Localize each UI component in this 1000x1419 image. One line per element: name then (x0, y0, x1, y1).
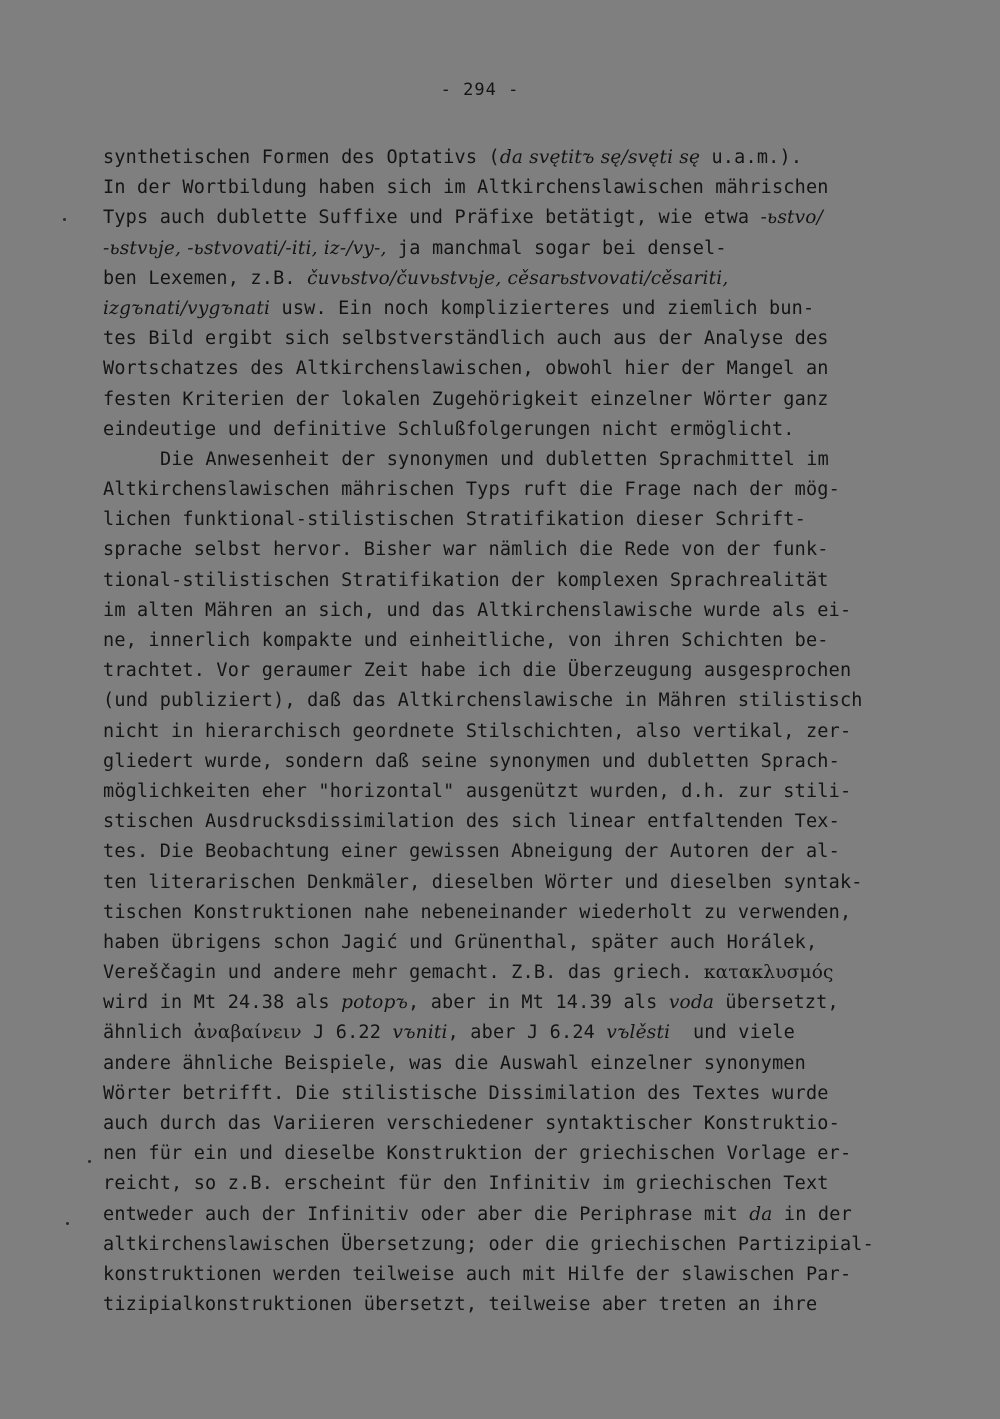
greek-term: κατακλυσμός (703, 962, 834, 984)
text-line (103, 1018, 963, 1048)
text-segment: haben übrigens schon Jagić und Grünenthal, später auch Horálek, (103, 931, 818, 953)
text-line (103, 1139, 963, 1169)
italic-term: vъniti (392, 1022, 448, 1044)
text-segment: trachtet. Vor geraumer Zeit habe ich die Überzeugung ausgesprochen (103, 660, 852, 682)
text-line (103, 264, 963, 294)
text-line (103, 143, 963, 173)
text-line (103, 445, 963, 475)
text-line (103, 898, 963, 928)
text-segment: ben Lexemen, z.B. (103, 267, 308, 289)
text-line (103, 1109, 963, 1139)
text-segment: wird in Mt 24.38 als (103, 992, 342, 1014)
greek-term: ἀναβαίνειν (193, 1022, 302, 1044)
text-segment: Wortschatzes des Altkirchenslawischen, obwohl hier der Mangel an (103, 358, 829, 380)
text-line (103, 626, 963, 656)
text-line (103, 1200, 963, 1230)
text-segment: Vereščagin und andere mehr gemacht. Z.B. das griech. (103, 962, 704, 984)
text-line (103, 777, 963, 807)
text-line (103, 837, 963, 867)
text-line (103, 535, 963, 565)
text-segment: konstruktionen werden teilweise auch mit Hilfe der slawischen Par- (103, 1263, 852, 1285)
text-segment: und viele (670, 1022, 795, 1044)
text-line (103, 988, 963, 1018)
italic-term: potopъ (341, 992, 409, 1014)
text-segment: im alten Mähren an sich, und das Altkirchenslawische wurde als ei- (103, 599, 852, 621)
text-line (103, 958, 963, 988)
text-segment: entweder auch der Infinitiv oder aber die Periphrase mit (103, 1203, 750, 1225)
text-segment: nicht in hierarchisch geordnete Stilschichten, also vertikal, zer- (103, 720, 852, 742)
text-line (103, 1169, 963, 1199)
text-segment: In der Wortbildung haben sich im Altkirchenslawischen mährischen (103, 177, 829, 199)
text-segment: andere ähnliche Beispiele, was die Auswahl einzelner synonymen (103, 1052, 806, 1074)
text-line (103, 928, 963, 958)
italic-term: izgъnati/vygъnati (103, 297, 271, 319)
text-line (103, 415, 963, 445)
text-line (103, 173, 963, 203)
text-line (103, 1290, 963, 1320)
text-line (103, 505, 963, 535)
scan-speck (88, 1160, 91, 1163)
text-line (103, 747, 963, 777)
text-segment: tes. Die Beobachtung einer gewissen Abneigung der Autoren der al- (103, 841, 840, 863)
text-line (103, 324, 963, 354)
text-segment: Typs auch dublette Suffixe und Präfixe betätigt, wie etwa (103, 207, 761, 229)
text-segment: Altkirchenslawischen mährischen Typs ruft die Frage nach der mög- (103, 479, 840, 501)
text-segment: Die Anwesenheit der synonymen und dubletten Sprachmittel im (160, 448, 829, 470)
text-line (103, 203, 963, 233)
text-segment: ten literarischen Denkmäler, dieselben Wörter und dieselben syntak- (103, 871, 863, 893)
text-segment: tizipialkonstruktionen übersetzt, teilweise aber treten an ihre (103, 1294, 818, 1316)
text-segment: (und publiziert), daß das Altkirchenslawische in Mähren stilistisch (103, 690, 863, 712)
text-line (103, 717, 963, 747)
text-segment: nen für ein und dieselbe Konstruktion der griechischen Vorlage er- (103, 1143, 852, 1165)
italic-term: -ьstvьje, -ьstvovati/-iti, iz-/vy-, (103, 237, 387, 259)
text-segment: möglichkeiten eher "horizontal" ausgenützt wurden, d.h. zur stili- (103, 780, 852, 802)
text-segment: u.a.m.). (700, 147, 803, 168)
text-line (103, 294, 963, 324)
text-segment: auch durch das Variieren verschiedener syntaktischer Konstruktio- (103, 1113, 840, 1134)
text-segment: ne, innerlich kompakte und einheitliche, von ihren Schichten be- (103, 630, 829, 651)
text-segment: stischen Ausdrucksdissimilation des sich linear entfaltenden Tex- (103, 811, 840, 833)
text-segment: gliedert wurde, sondern daß seine synonymen und dubletten Sprach- (103, 750, 840, 772)
scan-speck (66, 1222, 69, 1225)
text-segment: eindeutige und definitive Schlußfolgerungen nicht ermöglicht. (103, 418, 795, 440)
italic-term: voda (668, 992, 715, 1014)
text-line (103, 686, 963, 716)
text-line (103, 656, 963, 686)
text-segment: synthetischen Formen des Optativs ( (103, 147, 500, 168)
text-line (103, 596, 963, 626)
text-segment: übersetzt, (714, 992, 839, 1014)
text-line (103, 1230, 963, 1260)
text-segment: usw. Ein noch komplizierteres und ziemlich bun- (270, 297, 815, 319)
text-segment: sprache selbst hervor. Bisher war nämlich die Rede von der funk- (103, 539, 829, 561)
text-line (103, 807, 963, 837)
text-line (103, 1049, 963, 1079)
body-text (103, 143, 963, 1320)
text-line (103, 566, 963, 596)
text-segment: ähnlich (103, 1022, 194, 1044)
text-line (103, 475, 963, 505)
italic-term: -ьstvo/ (760, 207, 824, 229)
italic-term: čuvьstvo/čuvьstvьje, cěsarьstvovati/cěsariti, (307, 267, 729, 289)
text-segment: Wörter betrifft. Die stilistische Dissimilation des Textes wurde (103, 1082, 829, 1104)
text-segment: tes Bild ergibt sich selbstverständlich auch aus der Analyse des (103, 328, 829, 350)
text-line (103, 1260, 963, 1290)
text-segment: tional-stilistischen Stratifikation der komplexen Sprachrealität (103, 569, 829, 591)
text-segment: , aber J 6.24 (447, 1022, 607, 1044)
text-line (103, 354, 963, 384)
italic-term: vъlěsti (606, 1022, 671, 1044)
scan-speck (63, 218, 66, 221)
text-segment: altkirchenslawischen Übersetzung; oder die griechischen Partizipial- (103, 1233, 874, 1255)
text-line (103, 868, 963, 898)
text-segment: , aber in Mt 14.39 als (408, 992, 669, 1014)
text-segment: tischen Konstruktionen nahe nebeneinander wiederholt zu verwenden, (103, 901, 852, 923)
text-line (103, 385, 963, 415)
text-segment: ja manchmal sogar bei densel- (386, 237, 727, 259)
italic-term: da (749, 1203, 773, 1225)
text-segment: in der (772, 1203, 852, 1225)
italic-term: da svętitъ sę/svęti sę (499, 147, 701, 168)
text-line (103, 1079, 963, 1109)
page-number: - 294 - (440, 80, 520, 100)
text-line (103, 234, 963, 264)
text-segment: lichen funktional-stilistischen Stratifikation dieser Schrift- (103, 509, 806, 531)
text-segment: J 6.22 (301, 1022, 393, 1044)
text-segment: festen Kriterien der lokalen Zugehörigkeit einzelner Wörter ganz (103, 388, 829, 410)
text-segment: reicht, so z.B. erscheint für den Infinitiv im griechischen Text (103, 1173, 829, 1195)
